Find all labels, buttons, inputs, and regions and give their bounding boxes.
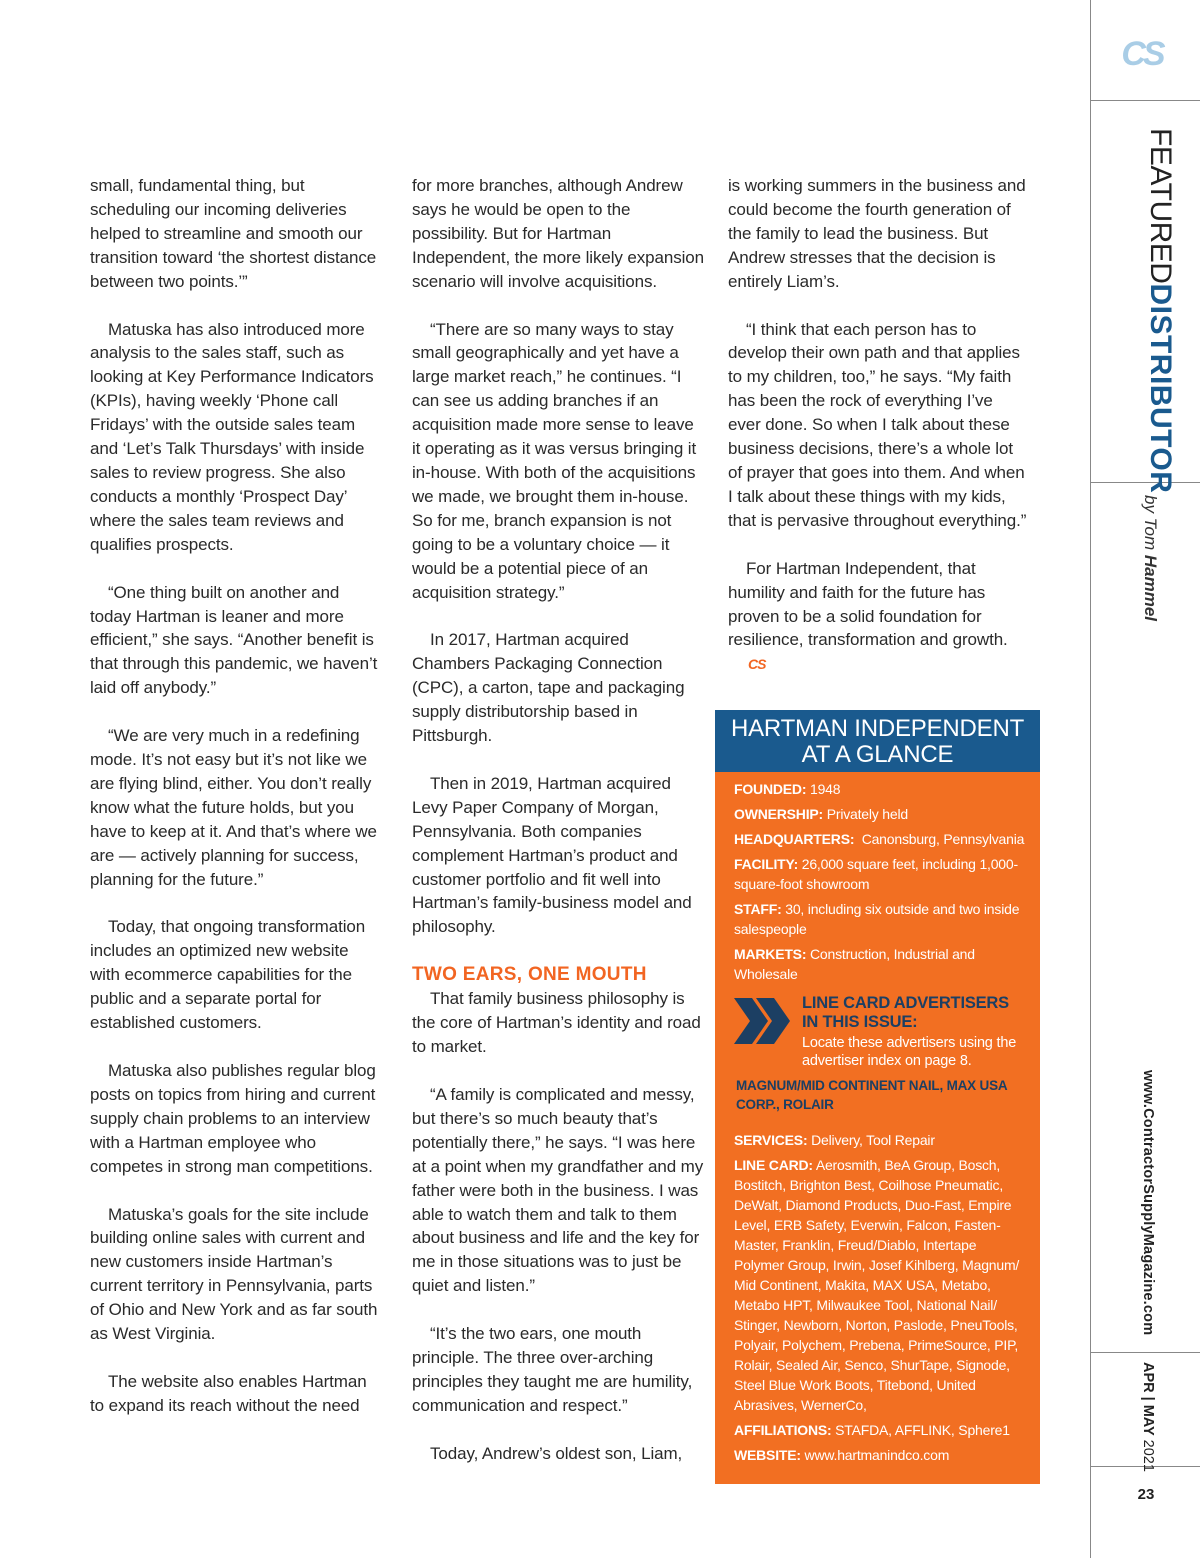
final-paragraph-text: For Hartman Independent, that humility and faith for the future has proven to be a solid foundation for resilience, transformation and growth.	[728, 558, 1008, 650]
paragraph: Matuska’s goals for the site include building online sales with current and new customers inside Hartman’s current territory in Pennsylvania, parts of Ohio and New York and as far south as West Virginia.	[90, 1204, 378, 1344]
section-subhead: TWO EARS, ONE MOUTH	[412, 964, 647, 986]
paragraph: “It’s the two ears, one mouth principle. The three over-arching principles they taught me are humility, communication and respect.”	[412, 1324, 693, 1415]
paragraph: is working summers in the business and could become the fourth generation of the family to lead the business. But Andrew stresses that the decision is entirely Liam’s.	[728, 176, 1026, 291]
fact-ownership: OWNERSHIP: Privately held	[734, 806, 908, 822]
fact-headquarters: HEADQUARTERS: Canonsburg, Pennsylvania	[734, 831, 1025, 847]
fact-staff: STAFF: 30, including six outside and two inside salespeople	[734, 901, 1020, 937]
end-mark-logo: CS	[748, 655, 766, 672]
fact-affiliations: AFFILIATIONS: STAFDA, AFFLINK, Sphere1	[734, 1422, 1010, 1438]
glance-title: HARTMAN INDEPENDENT AT A GLANCE	[715, 710, 1040, 772]
paragraph: Then in 2019, Hartman acquired Levy Paper Company of Morgan, Pennsylvania. Both companies complement Hartman’s product and customer portfolio and fit well into Hartman’s family-business model and philosophy.	[412, 773, 692, 937]
rail-divider	[1090, 0, 1091, 1558]
fact-markets: MARKETS: Construction, Industrial and Wholesale	[734, 946, 975, 982]
fact-website: WEBSITE: www.hartmanindco.com	[734, 1447, 950, 1463]
paragraph: Today, Andrew’s oldest son, Liam,	[430, 1443, 683, 1463]
issue-date: APR | MAY 2021	[1140, 1362, 1156, 1472]
paragraph: The website also enables Hartman to expand its reach without the need	[90, 1371, 367, 1415]
line-card-advertisers: MAGNUM/MID CONTINENT NAIL, MAX USA CORP., ROLAIR	[736, 1078, 1007, 1112]
glance-box	[715, 772, 1040, 1484]
fact-facility: FACILITY: 26,000 square feet, including 1,000-square-foot showroom	[734, 856, 1018, 892]
rail-rule	[1090, 1352, 1200, 1353]
article-column-1	[90, 174, 382, 1442]
paragraph-final	[728, 557, 1028, 677]
paragraph: Matuska has also introduced more analysis to the sales staff, such as looking at Key Performance Indicators (KPIs), having weekly ‘Phone call Fridays’ with the outside sales team and ‘Let’s Talk Thursdays’ with inside sales to review progress. She also conducts a monthly ‘Prospect Day’ where the sales team reviews and qualifies prospects.	[90, 319, 374, 554]
double-chevron-icon	[732, 996, 794, 1046]
fact-services: SERVICES: Delivery, Tool Repair	[734, 1132, 935, 1148]
paragraph: Matuska also publishes regular blog posts on topics from hiring and current supply chain problems to an interview with a Hartman employee who competes in strong man competitions.	[90, 1061, 376, 1176]
paragraph: Today, that ongoing transformation includes an optimized new website with ecommerce capabilities for the public and a separate portal for established customers.	[90, 917, 366, 1033]
fact-line-card: LINE CARD: Aerosmith, BeA Group, Bosch, Bostitch, Brighton Best, Coilhose Pneumatic, DeWalt, Diamond Products, Duo-Fast, Empire Level, ERB Safety, Everwin, Falcon, Fasten-Master, Franklin, Freud/Diablo, Intertape Polymer Group, Irwin, Josef Kihlberg, Magnum/ Mid Continent, Makita, MAX USA, Metabo, Metabo HPT, Milwaukee Tool, National Nail/ Stinger, Newborn, Norton, Paslode, PneuTools, Polyair, Polychem, Prebena, PrimeSource, PIP, Rolair, Sealed Air, Senco, ShurTape, Signode, Steel Blue Work Boots, Titebond, United Abrasives, WernerCo,	[734, 1157, 1020, 1413]
paragraph: “A family is complicated and messy, but there’s so much beauty that’s potentially there,” he says. “I was here at a point when my grandfather and my father were both in the business. I was able to watch them and talk to them about business and life and the key for me in those situations was to just be quiet and listen.”	[412, 1085, 704, 1296]
article-column-3	[728, 174, 1028, 701]
rail-rule	[1090, 100, 1200, 101]
line-card-subtitle: Locate these advertisers using the advertiser index on page 8.	[802, 1035, 1017, 1069]
line-card-advertisers-block	[734, 994, 1026, 1076]
byline: by Tom Hammel	[1141, 495, 1160, 621]
paragraph: In 2017, Hartman acquired Chambers Packaging Connection (CPC), a carton, tape and packaging supply distributorship based in Pittsburgh.	[412, 630, 685, 746]
paragraph: “We are very much in a redefining mode. It’s not easy but it’s not like we are flying blind, either. You don’t really know what the future holds, but you have to keep at it. And that’s where we are — actively planning for success, planning for the future.”	[90, 726, 377, 889]
fact-founded: FOUNDED: 1948	[734, 781, 841, 797]
paragraph: “One thing built on another and today Hartman is leaner and more efficient,” she says. “Another benefit is that through this pandemic, we haven’t laid off anybody.”	[90, 582, 378, 698]
paragraph: small, fundamental thing, but scheduling our incoming deliveries helped to streamline and smooth our transition toward ‘the shortest distance between two points.’”	[90, 176, 377, 291]
paragraph: “I think that each person has to develop their own path and that applies to my children, too,” he says. “My faith has been the rock of everything I’ve ever done. So when I talk about these business decisions, there’s a whole lot of prayer that goes into them. And when I talk about these things with my kids, that is pervasive throughout everything.”	[728, 319, 1027, 530]
paragraph: That family business philosophy is the core of Hartman’s identity and road to market.	[412, 989, 701, 1057]
magazine-website: www.ContractorSupplyMagazine.com	[1140, 1070, 1156, 1336]
page-number: 23	[1137, 1486, 1155, 1503]
article-column-2	[412, 174, 704, 1490]
cs-logo-text: CS	[1121, 35, 1163, 72]
paragraph: for more branches, although Andrew says he would be open to the possibility. But for Hartman Independent, the more likely expansion scenario will involve acquisitions.	[412, 176, 705, 291]
section-label: FEATUREDDISTRIBUTOR	[1144, 128, 1177, 494]
paragraph: “There are so many ways to stay small geographically and yet have a large market reach,” he continues. “I can see us adding branches if an acquisition made more sense to leave it operating as it was versus bringing it in-house. With both of the acquisitions we made, we brought them in-house. So for me, branch expansion is not going to be a voluntary choice — it would be a potential piece of an acquisition strategy.”	[412, 319, 697, 602]
line-card-title: LINE CARD ADVERTISERS IN THIS ISSUE:	[802, 994, 1009, 1031]
cs-logo	[1112, 34, 1172, 72]
